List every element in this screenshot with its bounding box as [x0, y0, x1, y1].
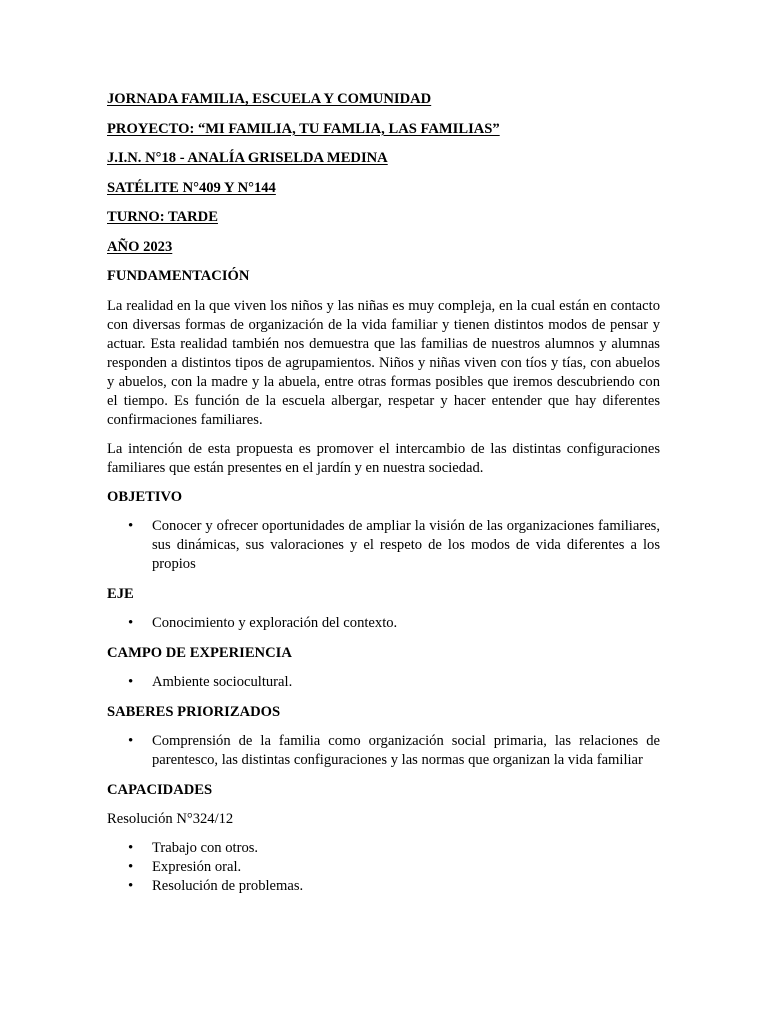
list-item	[107, 858, 660, 877]
campo-list	[107, 673, 660, 692]
bullet-icon: •	[128, 878, 134, 894]
fundamentacion-paragraph-1: La realidad en la que viven los niños y las niñas es muy compleja, en la cual están en contacto con diversas formas de organización de la vida familiar y tienen distintos modos de pensar y actuar. Esta realidad también nos demuestra que las familias de nuestros alumnos y alumnas responden a distintos tipos de agrupamientos. Niños y niñas viven con tíos y tías, con abuelos y abuelos, con la madre y la abuela, entre otras formas posibles que iremos descubriendo con el tiempo. Es función de la escuela albergar, respetar y hacer entender que hay diferentes confirmaciones familiares.	[107, 297, 660, 428]
list-item-text: Expresión oral.	[152, 859, 242, 875]
list-item	[107, 614, 660, 633]
bullet-icon: •	[128, 615, 134, 631]
campo-heading: CAMPO DE EXPERIENCIA	[107, 644, 292, 661]
capacidades-heading: CAPACIDADES	[107, 781, 213, 798]
event-title: JORNADA FAMILIA, ESCUELA Y COMUNIDAD	[107, 91, 432, 107]
list-item	[107, 877, 660, 896]
eje-heading: EJE	[107, 585, 134, 602]
bullet-icon: •	[128, 518, 134, 534]
saberes-list	[107, 732, 660, 770]
bullet-icon: •	[128, 840, 134, 856]
year-info: AÑO 2023	[107, 238, 173, 255]
list-item-text: Comprensión de la familia como organización social primaria, las relaciones de parentesco, las distintas configuraciones y las normas que organizan la vida familiar	[152, 733, 660, 768]
satellite-info: SATÉLITE N°409 Y N°144	[107, 179, 276, 196]
resolution-text: Resolución N°324/12	[107, 811, 234, 827]
eje-list	[107, 614, 660, 633]
project-title: PROYECTO: “MI FAMILIA, TU FAMLIA, LAS FAMILIAS”	[107, 120, 500, 137]
list-item-text: Ambiente sociocultural.	[152, 674, 293, 690]
list-item-text: Resolución de problemas.	[152, 878, 304, 894]
school-name: J.I.N. N°18 - ANALÍA GRISELDA MEDINA	[107, 150, 388, 166]
objetivo-list	[107, 517, 660, 574]
shift-info: TURNO: TARDE	[107, 209, 218, 225]
document-page	[107, 90, 660, 907]
bullet-icon: •	[128, 674, 134, 690]
list-item-text: Conocer y ofrecer oportunidades de ampliar la visión de las organizaciones familiares, sus dinámicas, sus valoraciones y el respeto de los modos de vida diferentes a los propios	[152, 518, 660, 572]
list-item	[107, 517, 660, 574]
list-item-text: Trabajo con otros.	[152, 840, 259, 856]
fundamentacion-heading: FUNDAMENTACIÓN	[107, 268, 250, 284]
list-item-text: Conocimiento y exploración del contexto.	[152, 615, 398, 631]
bullet-icon: •	[128, 859, 134, 875]
fundamentacion-paragraph-2: La intención de esta propuesta es promover el intercambio de las distintas configuraciones familiares que están presentes en el jardín y en nuestra sociedad.	[107, 440, 660, 476]
objetivo-heading: OBJETIVO	[107, 488, 183, 505]
list-item	[107, 673, 660, 692]
capacidades-list	[107, 839, 660, 896]
list-item	[107, 839, 660, 858]
list-item	[107, 732, 660, 770]
saberes-heading: SABERES PRIORIZADOS	[107, 703, 281, 720]
bullet-icon: •	[128, 733, 134, 749]
